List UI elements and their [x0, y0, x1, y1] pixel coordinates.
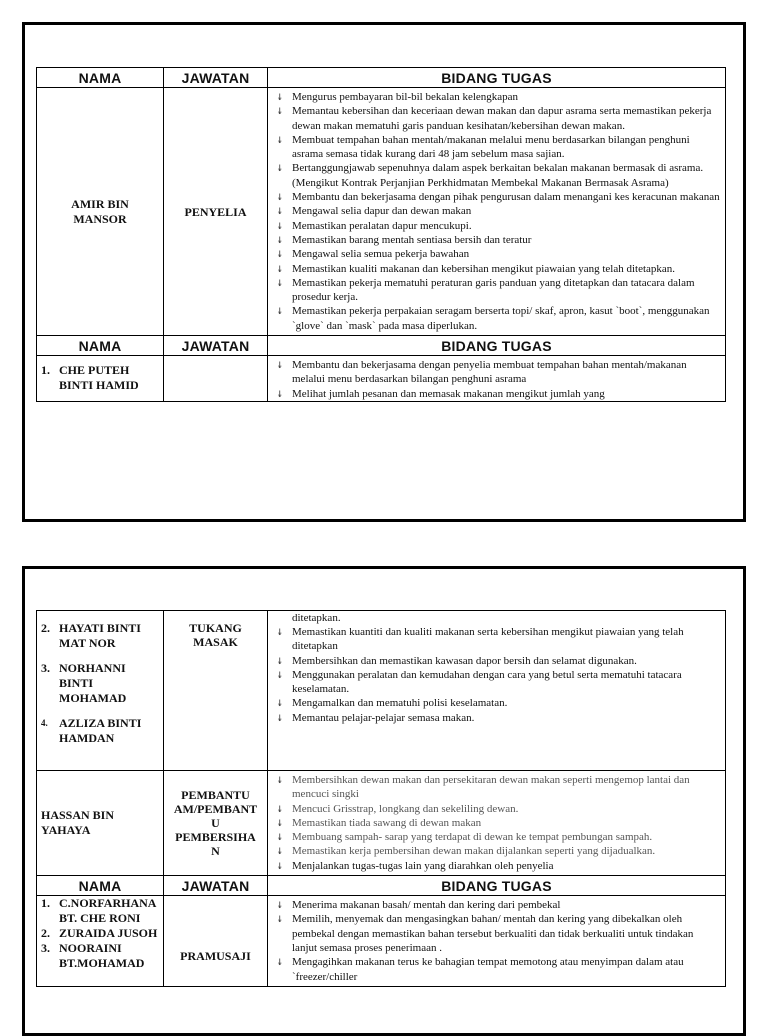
staff-position: PRAMUSAJI: [164, 896, 268, 987]
duty-item: [274, 773, 721, 802]
arrow-bullet-icon: ↡: [276, 249, 284, 260]
duty-text: Menjalankan tugas-tugas lain yang diarahkan oleh penyelia: [292, 859, 554, 872]
position-line: PEMBERSIHA: [175, 830, 256, 845]
arrow-bullet-icon: ↡: [276, 360, 284, 371]
staff-position: PENYELIA: [164, 88, 268, 336]
name-text: CHE PUTEH BINTI HAMID: [59, 363, 139, 393]
arrow-bullet-icon: ↡: [276, 914, 284, 925]
duty-item: [274, 654, 721, 668]
document-page-2: [22, 566, 746, 1036]
duty-text: Memastikan peralatan dapur mencukupi.: [292, 219, 472, 232]
duties-cell: [268, 356, 726, 402]
duty-text: Membantu dan bekerjasama dengan pihak pengurusan dalam menangani kes keracunan makanan: [292, 191, 720, 204]
arrow-bullet-icon: ↡: [276, 106, 284, 117]
table-row: [37, 896, 726, 987]
name-item: [41, 716, 159, 746]
name-text: AZLIZA BINTI HAMDAN: [59, 716, 142, 745]
duty-text: Membersihkan dewan makan dan persekitaran dewan makan seperti mengemop lantai dan mencuci singki: [292, 774, 690, 801]
duty-item: [274, 104, 721, 133]
duty-text: Memastikan pekerja perpakaian seragam berserta topi/ skaf, apron, kasut `boot`, menggunakan `glove` dan `mask` pada masa diperlukan.: [292, 305, 710, 332]
arrow-bullet-icon: ↡: [276, 846, 284, 857]
name-text: C.NORFARHANA BT. CHE RONI: [59, 896, 156, 926]
continuation-text: ditetapkan.: [292, 612, 341, 624]
arrow-bullet-icon: ↡: [276, 860, 284, 871]
name-item: [41, 661, 159, 706]
arrow-bullet-icon: ↡: [276, 803, 284, 814]
name-text: NORHANNI BINTI MOHAMAD: [59, 661, 127, 705]
duty-item: [274, 90, 721, 104]
duty-text: Memastikan kuantiti dan kualiti makanan serta kebersihan mengikut piawaian yang telah ditetapkan: [292, 626, 684, 653]
staff-name: [37, 771, 164, 876]
name-item: [41, 896, 159, 926]
table-row: [37, 611, 726, 771]
duty-item: [274, 247, 721, 261]
duties-list: [274, 773, 721, 873]
duties-table-1: [36, 67, 726, 402]
duty-item: [274, 830, 721, 844]
duty-item: [274, 204, 721, 218]
arrow-bullet-icon: ↡: [276, 220, 284, 231]
duty-text: Menerima makanan basah/ mentah dan kering dari pembekal: [292, 899, 561, 912]
duty-item: [274, 190, 721, 204]
document-page-1: [22, 22, 746, 522]
arrow-bullet-icon: ↡: [276, 669, 284, 680]
header-name: NAMA: [37, 68, 164, 88]
header-name: NAMA: [37, 876, 164, 896]
duty-item: [274, 816, 721, 830]
position-line: U: [211, 816, 220, 831]
arrow-bullet-icon: ↡: [276, 817, 284, 828]
staff-name-text: AMIR BIN MANSOR: [71, 196, 129, 226]
duties-cell: [268, 896, 726, 987]
duty-text: Memilih, menyemak dan mengasingkan bahan/ mentah dan kering yang dibekalkan oleh pembekal dengan memastikan bahan tersebut berkualiti dan tidak berkualiti untuk tindakan lanjut semasa proses penerimaan .: [292, 913, 694, 954]
duty-text: Memantau pelajar-pelajar semasa makan.: [292, 711, 475, 724]
duty-item: [274, 358, 721, 387]
duty-item: [274, 711, 721, 725]
duties-cell: [268, 611, 726, 771]
header-row: [37, 68, 726, 88]
header-duties: BIDANG TUGAS: [268, 68, 726, 88]
name-number: 1.: [41, 363, 50, 378]
duty-item: [274, 696, 721, 710]
duty-item: [274, 802, 721, 816]
duty-item: [274, 668, 721, 697]
staff-names: [37, 896, 164, 987]
duty-item: [274, 219, 721, 233]
name-item: [41, 363, 159, 393]
arrow-bullet-icon: ↡: [276, 775, 284, 785]
name-text: ZURAIDA JUSOH: [59, 926, 158, 941]
duty-text: Mengamalkan dan mematuhi polisi keselamatan.: [292, 697, 508, 710]
staff-names-list: [41, 621, 159, 746]
duty-item: [274, 859, 721, 873]
arrow-bullet-icon: ↡: [276, 388, 284, 399]
name-number: 2.: [41, 926, 50, 941]
duty-text: Melihat jumlah pesanan dan memasak makanan mengikut jumlah yang: [292, 387, 605, 400]
arrow-bullet-icon: ↡: [276, 206, 284, 217]
duty-text: Memastikan barang mentah sentiasa bersih dan teratur: [292, 233, 532, 246]
duty-item: [274, 304, 721, 333]
staff-position: [164, 771, 268, 876]
duty-text: Mengurus pembayaran bil-bil bekalan kelengkapan: [292, 91, 519, 103]
duty-text: Mencuci Grisstrap, longkang dan sekeliling dewan.: [292, 802, 519, 815]
position-line: PEMBANTU: [181, 788, 250, 803]
name-number: 3.: [41, 661, 50, 675]
duties-list: [274, 898, 721, 984]
table-row: [37, 356, 726, 402]
duty-text: Menggunakan peralatan dan kemudahan dengan cara yang betul serta mematuhi tatacara keselamatan.: [292, 668, 682, 696]
duty-item: [274, 161, 721, 190]
duty-text: Bertanggungjawab sepenuhnya dalam aspek berkaitan bekalan makanan bermasak di asrama. (Mengikut Kontrak Perjanjian Perkhidmatan Membekal Makanan Bermasak Asrama): [292, 162, 704, 189]
arrow-bullet-icon: ↡: [276, 712, 284, 723]
arrow-bullet-icon: ↡: [276, 192, 284, 203]
duty-text: Membantu dan bekerjasama dengan penyelia membuat tempahan bahan mentah/makanan melalui menu berdasarkan bilangan penghuni asrama: [292, 359, 687, 386]
staff-position: [164, 356, 268, 402]
header-row: [37, 876, 726, 896]
staff-name: [37, 88, 164, 336]
duties-list: [274, 358, 721, 401]
staff-names-list: [41, 363, 159, 393]
header-duties: BIDANG TUGAS: [268, 876, 726, 896]
name-item: [41, 926, 159, 941]
duties-table-2: [36, 610, 726, 987]
staff-position: TUKANG MASAK: [164, 611, 268, 771]
duty-text: Memastikan kerja pembersihan dewan makan dijalankan seperti yang dijadualkan.: [292, 845, 656, 858]
duty-item: [274, 133, 721, 162]
header-position: JAWATAN: [164, 336, 268, 356]
arrow-bullet-icon: ↡: [276, 832, 284, 843]
name-number: 2.: [41, 621, 50, 635]
duty-item: [274, 276, 721, 305]
duties-list: [274, 625, 721, 725]
arrow-bullet-icon: ↡: [276, 306, 284, 317]
header-duties: BIDANG TUGAS: [268, 336, 726, 356]
duty-item: [274, 387, 721, 401]
duty-text: Mengawal selia semua pekerja bawahan: [292, 248, 470, 261]
position-line: AM/PEMBANT: [173, 802, 258, 817]
arrow-bullet-icon: ↡: [276, 263, 284, 274]
name-item: [41, 941, 159, 971]
duty-text: Membuang sampah- sarap yang terdapat di dewan ke tempat pembungan sampah.: [292, 831, 653, 844]
duty-text: Memantau kebersihan dan keceriaan dewan makan dan dapur asrama serta memastikan pekerja dewan makan mematuhi garis panduan kesihatan/kebersihan dewan makan.: [292, 105, 712, 132]
duty-item: [274, 912, 721, 955]
duty-text: Memastikan pekerja mematuhi peraturan garis panduan yang ditetapkan dan tatacara dalam prosedur kerja.: [292, 276, 695, 304]
name-item: [41, 621, 159, 651]
arrow-bullet-icon: ↡: [276, 234, 284, 245]
duties-cell: [268, 771, 726, 876]
header-name: NAMA: [37, 336, 164, 356]
duty-text: Memastikan kualiti makanan dan kebersihan mengikut piawaian yang telah ditetapkan.: [292, 262, 676, 275]
staff-name-text: HASSAN BIN YAHAYA: [41, 808, 115, 838]
arrow-bullet-icon: ↡: [276, 900, 284, 911]
duty-item: [274, 955, 721, 984]
arrow-bullet-icon: ↡: [276, 92, 284, 102]
arrow-bullet-icon: ↡: [276, 655, 284, 666]
staff-names-list: [41, 896, 159, 971]
header-position: JAWATAN: [164, 68, 268, 88]
duty-item: [274, 844, 721, 858]
arrow-bullet-icon: ↡: [276, 134, 284, 145]
duty-text: Membersihkan dan memastikan kawasan dapor bersih dan selamat digunakan.: [292, 654, 637, 667]
duty-item: [274, 898, 721, 912]
table-row: [37, 771, 726, 876]
name-text: NOORAINI BT.MOHAMAD: [59, 941, 145, 971]
duties-list: [274, 90, 721, 333]
arrow-bullet-icon: ↡: [276, 698, 284, 709]
name-number: 4.: [41, 718, 48, 728]
arrow-bullet-icon: ↡: [276, 163, 284, 174]
duty-text: Mengagihkan makanan terus ke bahagian tempat memotong atau menyimpan dalam atau `freezer/chiller: [292, 956, 684, 983]
header-position: JAWATAN: [164, 876, 268, 896]
name-number: 1.: [41, 896, 50, 911]
staff-names: [37, 356, 164, 402]
header-row: [37, 336, 726, 356]
arrow-bullet-icon: ↡: [276, 277, 284, 288]
duty-text: Mengawal selia dapur dan dewan makan: [292, 205, 472, 218]
duty-item: [274, 625, 721, 654]
duty-text: Memastikan tiada sawang di dewan makan: [292, 816, 482, 829]
position-line: N: [211, 844, 220, 859]
duty-text: Membuat tempahan bahan mentah/makanan melalui menu berdasarkan bilangan penghuni asrama semasa tidak kurang dari 48 jam sebelum masa sajian.: [292, 133, 690, 161]
arrow-bullet-icon: ↡: [276, 957, 284, 968]
staff-names: [37, 611, 164, 771]
arrow-bullet-icon: ↡: [276, 627, 284, 637]
table-row: [37, 88, 726, 336]
duty-item: [274, 233, 721, 247]
duties-cell: [268, 88, 726, 336]
name-text: HAYATI BINTI MAT NOR: [59, 621, 141, 650]
name-number: 3.: [41, 941, 50, 956]
duty-item: [274, 262, 721, 276]
